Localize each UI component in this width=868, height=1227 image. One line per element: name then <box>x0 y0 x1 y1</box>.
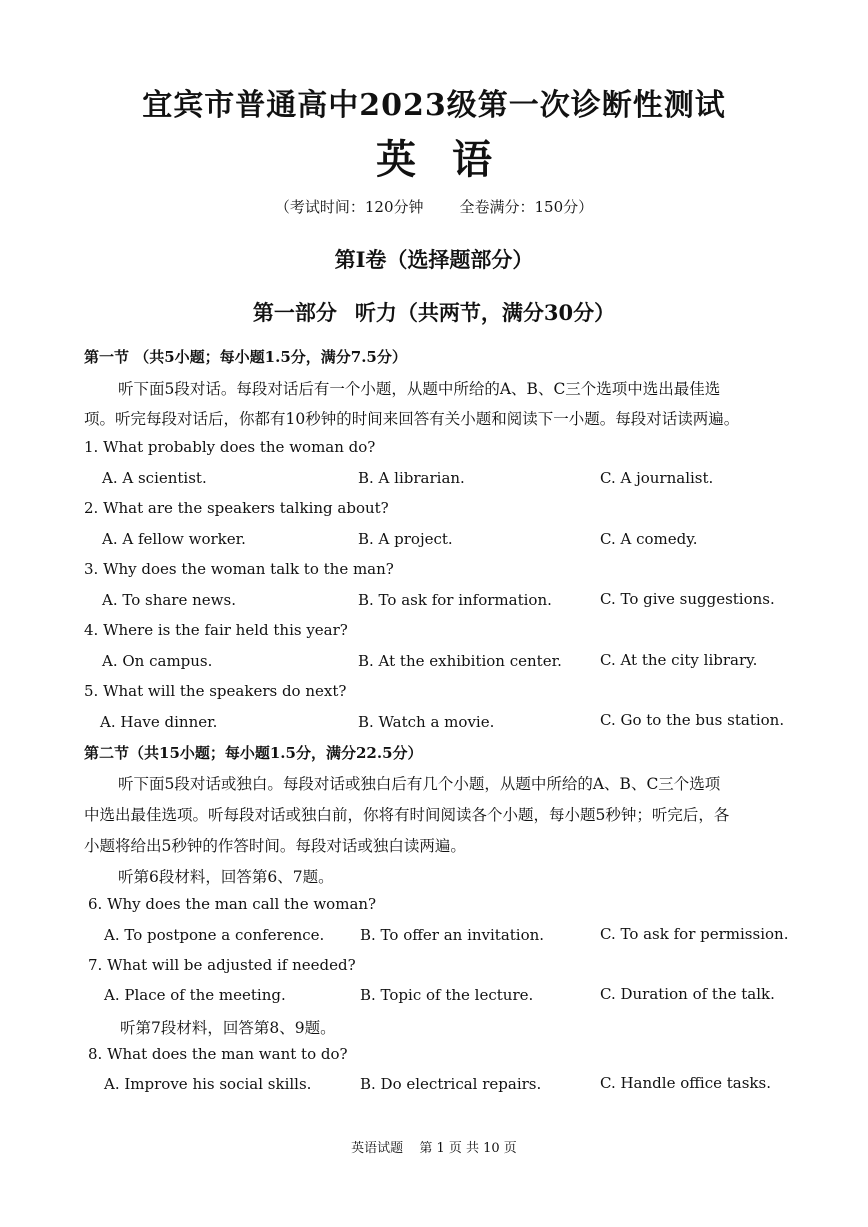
part-name: 听力（共两节，满分30分） <box>354 300 616 325</box>
section-instructions: 项。听完每段对话后，你都有10秒钟的时间来回答有关小题和阅读下一小题。每段对话读两遍。 <box>84 410 740 428</box>
option-c: C. A comedy. <box>600 530 698 548</box>
option-a: A. To share news. <box>102 591 236 609</box>
part-number: 第一部分 <box>252 300 337 325</box>
page-number: 第 1 页 共 10 页 <box>419 1141 517 1156</box>
section-heading: 第二节（共15小题；每小题1.5分，满分22.5分） <box>84 744 423 762</box>
exam-time: （考试时间：120分钟 <box>274 198 424 216</box>
option-a: A. A fellow worker. <box>102 530 246 548</box>
option-a: A. To postpone a conference. <box>104 926 325 944</box>
option-a: A. A scientist. <box>102 469 207 487</box>
option-b: B. A project. <box>358 530 453 548</box>
option-a: A. On campus. <box>102 652 213 670</box>
material-note: 听第6段材料，回答第6、7题。 <box>118 868 334 886</box>
option-a: A. Place of the meeting. <box>104 986 286 1004</box>
option-c: C. Duration of the talk. <box>600 985 775 1003</box>
option-a: A. Have dinner. <box>100 713 218 731</box>
question-stem: 3. Why does the woman talk to the man? <box>84 560 394 578</box>
footer-subject: 英语试题 <box>351 1141 404 1156</box>
option-b: B. To offer an invitation. <box>360 926 545 944</box>
option-c: C. To give suggestions. <box>600 590 775 608</box>
question-stem: 4. Where is the fair held this year? <box>84 621 348 639</box>
question-stem: 7. What will be adjusted if needed? <box>88 956 356 974</box>
material-note: 听第7段材料，回答第8、9题。 <box>120 1019 336 1037</box>
option-c: C. Handle office tasks. <box>600 1074 771 1092</box>
option-a: A. Improve his social skills. <box>104 1075 312 1093</box>
part-title <box>0 297 868 327</box>
option-b: B. At the exhibition center. <box>358 652 562 670</box>
exam-title: 宜宾市普通高中2023级第一次诊断性测试 <box>142 88 726 123</box>
section-instructions: 听下面5段对话或独白。每段对话或独白后有几个小题，从题中所给的A、B、C三个选项 <box>118 775 721 793</box>
volume-title: 第Ⅰ卷（选择题部分） <box>334 247 534 272</box>
option-c: C. To ask for permission. <box>600 925 789 943</box>
option-c: C. At the city library. <box>600 651 758 669</box>
question-stem: 5. What will the speakers do next? <box>84 682 347 700</box>
option-b: B. A librarian. <box>358 469 465 487</box>
section-heading: 第一节 （共5小题；每小题1.5分，满分7.5分） <box>84 348 407 366</box>
subject-title: 英语 <box>376 136 528 183</box>
option-c: C. Go to the bus station. <box>600 711 785 729</box>
question-stem: 8. What does the man want to do? <box>88 1045 348 1063</box>
section-instructions: 中选出最佳选项。听每段对话或独白前，你将有时间阅读各个小题，每小题5秒钟；听完后，各 <box>84 806 730 824</box>
option-b: B. To ask for information. <box>358 591 552 609</box>
exam-total-score: 全卷满分：150分） <box>459 198 594 216</box>
option-b: B. Topic of the lecture. <box>360 986 534 1004</box>
page-footer <box>0 1137 868 1156</box>
question-stem: 6. Why does the man call the woman? <box>88 895 377 913</box>
question-stem: 2. What are the speakers talking about? <box>84 499 389 517</box>
section-instructions: 小题将给出5秒钟的作答时间。每段对话或独白读两遍。 <box>84 837 466 855</box>
option-b: B. Do electrical repairs. <box>360 1075 542 1093</box>
option-c: C. A journalist. <box>600 469 714 487</box>
question-stem: 1. What probably does the woman do? <box>84 438 376 456</box>
exam-info <box>0 196 868 217</box>
option-b: B. Watch a movie. <box>358 713 495 731</box>
section-instructions: 听下面5段对话。每段对话后有一个小题，从题中所给的A、B、C三个选项中选出最佳选 <box>118 380 721 398</box>
